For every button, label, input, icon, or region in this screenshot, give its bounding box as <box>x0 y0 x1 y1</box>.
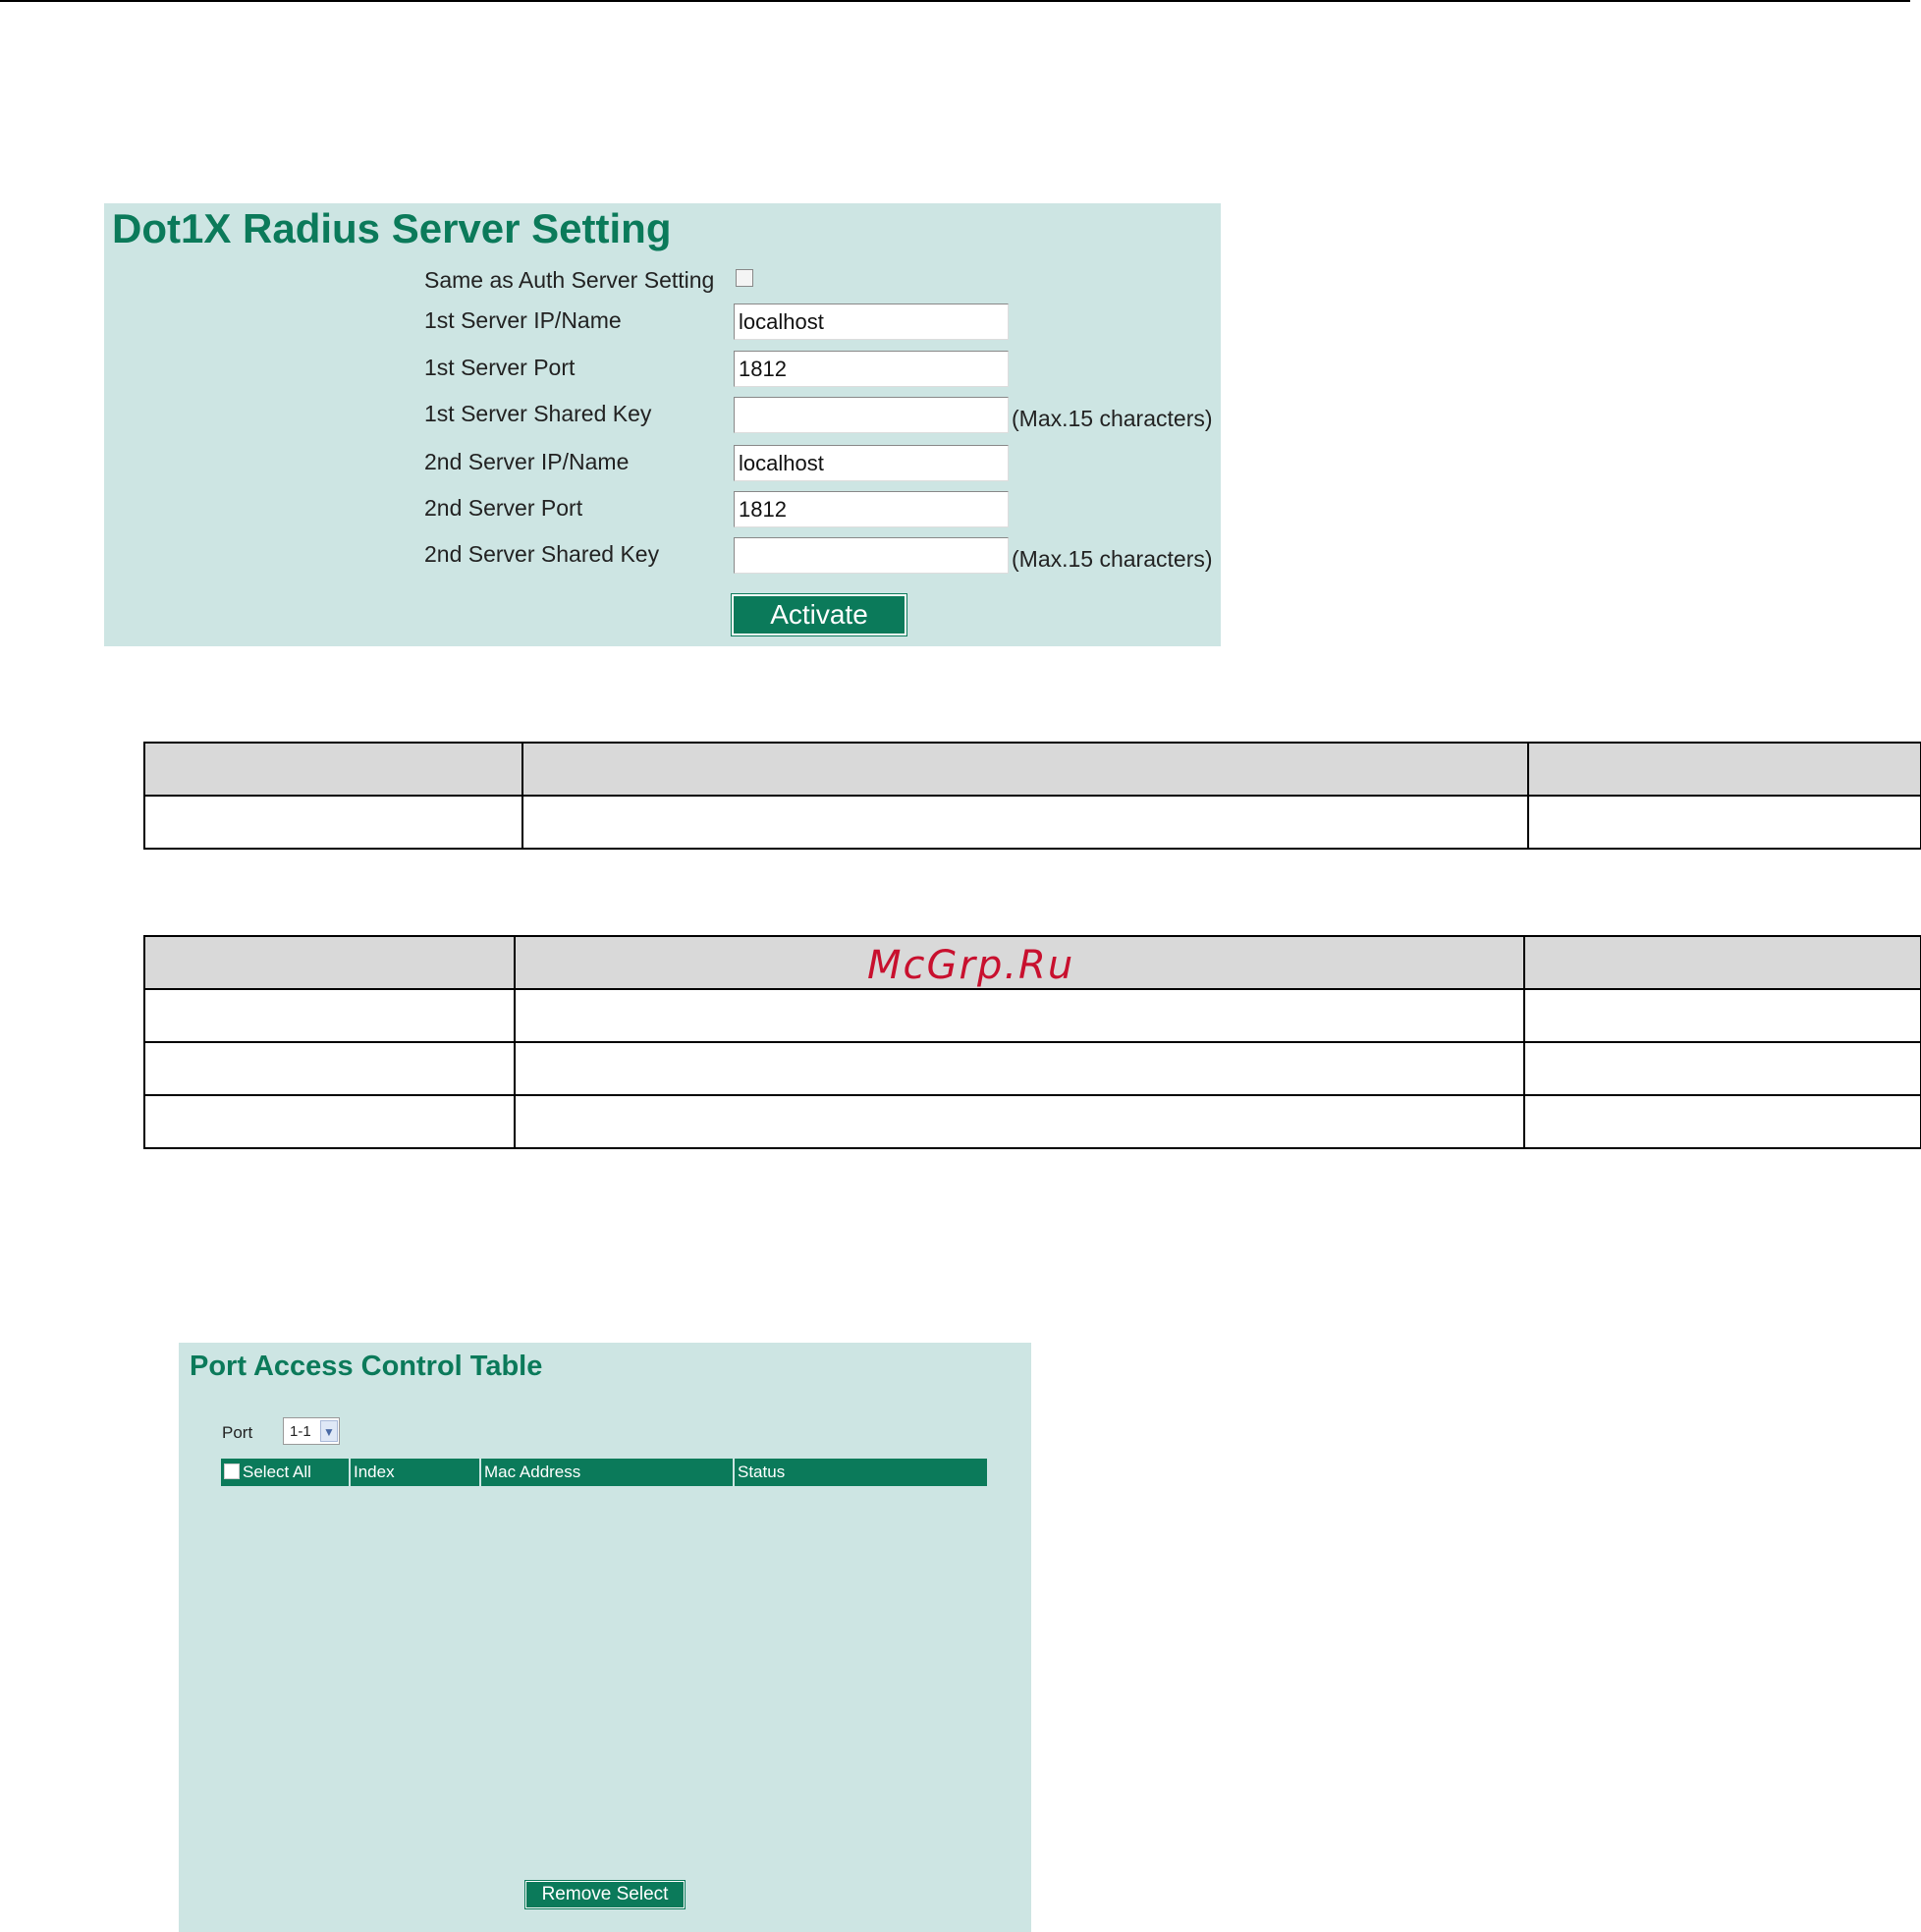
same-as-auth-label: Same as Auth Server Setting <box>424 267 715 293</box>
server1-port-label: 1st Server Port <box>424 355 576 380</box>
server1-key-hint: (Max.15 characters) <box>1012 406 1213 431</box>
server2-port-row <box>424 491 1210 528</box>
select-all-label: Select All <box>243 1463 311 1481</box>
table-header-row <box>144 743 1921 796</box>
port-access-title: Port Access Control Table <box>190 1351 543 1382</box>
table-cell <box>144 796 522 849</box>
table-row <box>144 796 1921 849</box>
table-header-cell <box>1524 936 1921 989</box>
server2-key-row <box>424 537 1213 575</box>
table-cell <box>1524 989 1921 1042</box>
server1-key-row <box>424 397 1213 434</box>
port-select[interactable] <box>283 1417 340 1445</box>
table-cell <box>1524 1095 1921 1148</box>
table-row <box>144 1095 1921 1148</box>
same-as-auth-checkbox[interactable] <box>736 269 753 287</box>
server1-ip-input[interactable] <box>734 304 1009 340</box>
server2-key-label: 2nd Server Shared Key <box>424 541 660 567</box>
index-column-header: Index <box>351 1459 479 1486</box>
table-cell <box>144 1042 515 1095</box>
table-header-cell <box>522 743 1528 796</box>
table-cell <box>522 796 1528 849</box>
table-cell <box>144 1095 515 1148</box>
top-divider <box>0 0 1910 2</box>
table-header-cell <box>1528 743 1921 796</box>
table-row <box>144 1042 1921 1095</box>
server2-port-label: 2nd Server Port <box>424 495 583 521</box>
server1-ip-row <box>424 304 1210 341</box>
port-access-table-header <box>221 1459 991 1488</box>
server2-ip-input[interactable] <box>734 445 1009 481</box>
server2-ip-label: 2nd Server IP/Name <box>424 449 630 474</box>
server1-key-label: 1st Server Shared Key <box>424 401 652 426</box>
table-header-cell <box>144 743 522 796</box>
table-cell <box>1528 796 1921 849</box>
select-all-column[interactable] <box>221 1459 349 1486</box>
table-cell <box>515 1042 1524 1095</box>
server2-ip-row <box>424 445 1210 482</box>
table-cell <box>144 989 515 1042</box>
server1-ip-label: 1st Server IP/Name <box>424 307 622 333</box>
server1-key-input[interactable] <box>734 397 1009 433</box>
select-all-checkbox[interactable] <box>224 1463 240 1479</box>
port-select-value: 1-1 <box>290 1423 311 1440</box>
radius-panel-title: Dot1X Radius Server Setting <box>112 205 672 251</box>
radius-server-panel <box>104 203 1221 646</box>
status-column-header: Status <box>735 1459 987 1486</box>
server2-key-input[interactable] <box>734 537 1009 574</box>
table-cell <box>515 1095 1524 1148</box>
table-cell <box>1524 1042 1921 1095</box>
server2-key-hint: (Max.15 characters) <box>1012 546 1213 572</box>
server1-port-row <box>424 351 1210 388</box>
chevron-down-icon[interactable]: ▼ <box>320 1420 338 1442</box>
watermark: McGrp.Ru <box>867 943 1075 988</box>
port-label: Port <box>222 1423 253 1442</box>
server2-port-input[interactable] <box>734 491 1009 527</box>
doc-table-1 <box>143 742 1921 850</box>
table-header-cell <box>144 936 515 989</box>
server1-port-input[interactable] <box>734 351 1009 387</box>
mac-column-header: Mac Address <box>481 1459 733 1486</box>
activate-button[interactable]: Activate <box>732 594 906 635</box>
remove-select-button[interactable]: Remove Select <box>525 1881 685 1908</box>
port-access-panel <box>179 1343 1031 1932</box>
table-cell <box>515 989 1524 1042</box>
same-as-auth-row <box>424 263 1210 301</box>
table-row <box>144 989 1921 1042</box>
